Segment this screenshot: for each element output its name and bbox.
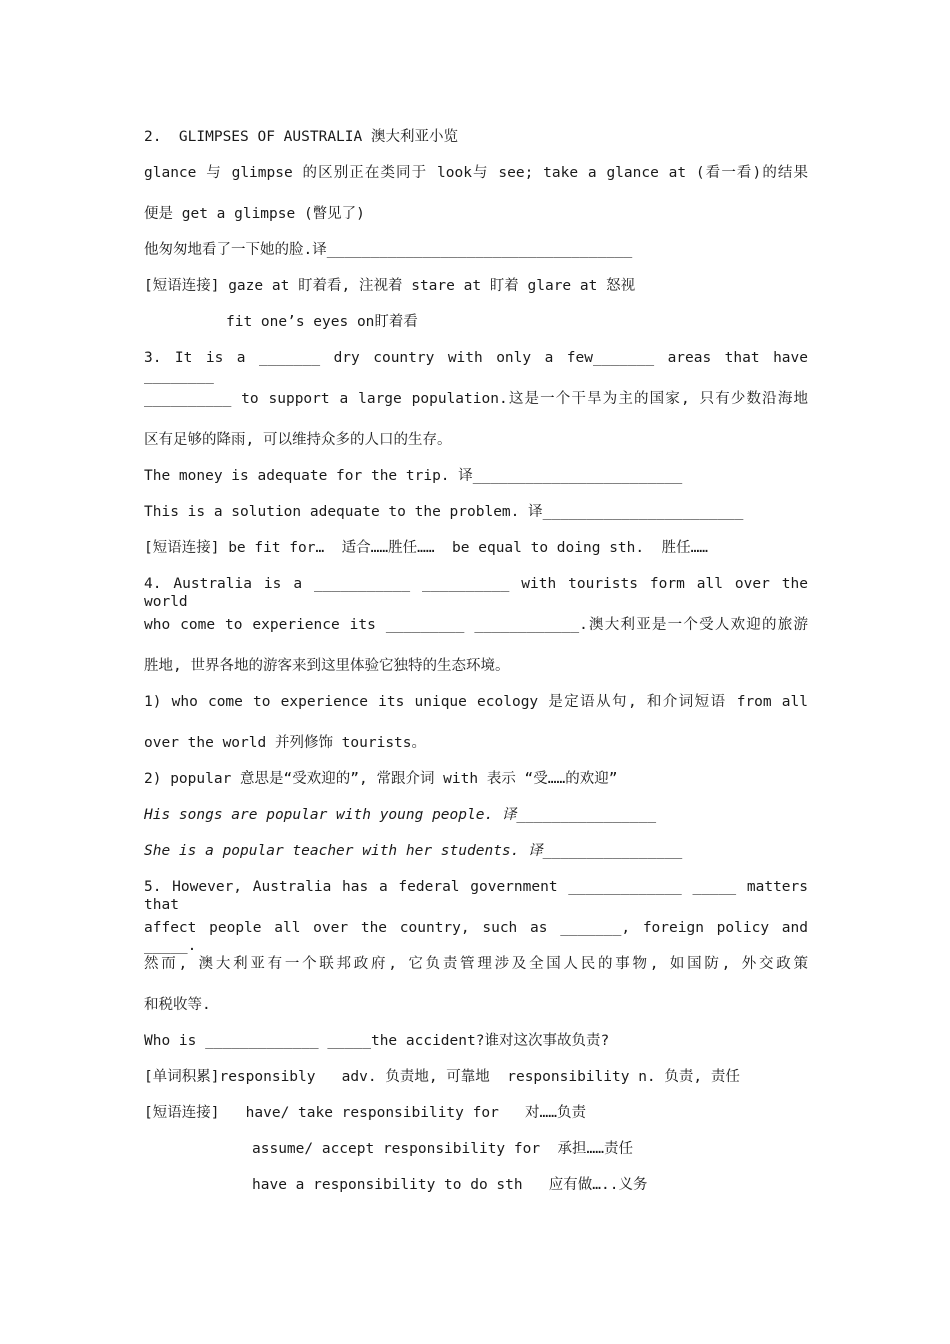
exercise-line: This is a solution adequate to the problem. 译_______________________ xyxy=(144,504,744,520)
phrase-link-line: assume/ accept responsibility for 承担……责任 xyxy=(252,1141,633,1157)
text-line: 然而, 澳大利亚有一个联邦政府, 它负责管理涉及全国人民的事物, 如国防, 外交政策 xyxy=(144,956,808,972)
text-line: 胜地, 世界各地的游客来到这里体验它独特的生态环境。 xyxy=(144,658,510,674)
example-line: She is a popular teacher with her students. 译________________ xyxy=(144,843,683,859)
text-line: 区有足够的降雨, 可以维持众多的人口的生存。 xyxy=(144,432,452,448)
phrase-link-line: [短语连接] be fit for… 适合……胜任…… be equal to doing sth. 胜任…… xyxy=(144,540,709,556)
word-accumulation-line: [单词积累]responsibly adv. 负责地, 可靠地 responsibility n. 负责, 责任 xyxy=(144,1069,740,1085)
text-line: 和税收等. xyxy=(144,997,211,1013)
text-line: affect people all over the country, such as _______, foreign policy and _____. xyxy=(144,920,808,954)
text-line: __________ to support a large population.这是一个干旱为主的国家, 只有少数沿海地 xyxy=(144,391,808,407)
text-line: who come to experience its _________ ____________.澳大利亚是一个受人欢迎的旅游 xyxy=(144,617,808,633)
section-2-heading: 2. GLIMPSES OF AUSTRALIA 澳大利亚小览 xyxy=(144,129,458,145)
exercise-line: The money is adequate for the trip. 译________________________ xyxy=(144,468,683,484)
section-3-heading: 3. It is a _______ dry country with only a few_______ areas that have ________ xyxy=(144,350,808,384)
phrase-link-line: [短语连接] have/ take responsibility for 对……负责 xyxy=(144,1105,586,1121)
phrase-link-line: fit one’s eyes on盯着看 xyxy=(226,314,418,330)
phrase-link-line: have a responsibility to do sth 应有做…..义务 xyxy=(252,1177,648,1193)
section-5-heading: 5. However, Australia has a federal government _____________ _____ matters that xyxy=(144,879,808,913)
exercise-line: Who is _____________ _____the accident?谁对这次事故负责? xyxy=(144,1033,610,1049)
note-line: over the world 并列修饰 tourists。 xyxy=(144,735,427,751)
exercise-line: 他匆匆地看了一下她的脸.译___________________________________ xyxy=(144,242,633,258)
example-line: His songs are popular with young people. 译________________ xyxy=(144,807,657,823)
text-line: 便是 get a glimpse (瞥见了) xyxy=(144,206,365,222)
phrase-link-line: [短语连接] gaze at 盯着看, 注视着 stare at 盯着 glare at 怒视 xyxy=(144,278,636,294)
note-line: 1) who come to experience its unique ecology 是定语从句, 和介词短语 from all xyxy=(144,694,808,710)
section-4-heading: 4. Australia is a ___________ __________ with tourists form all over the world xyxy=(144,576,808,610)
note-line: 2) popular 意思是“受欢迎的”, 常跟介词 with 表示 “受……的欢迎” xyxy=(144,771,618,787)
text-line: glance 与 glimpse 的区别正在类同于 look与 see; take a glance at (看一看)的结果 xyxy=(144,165,808,181)
